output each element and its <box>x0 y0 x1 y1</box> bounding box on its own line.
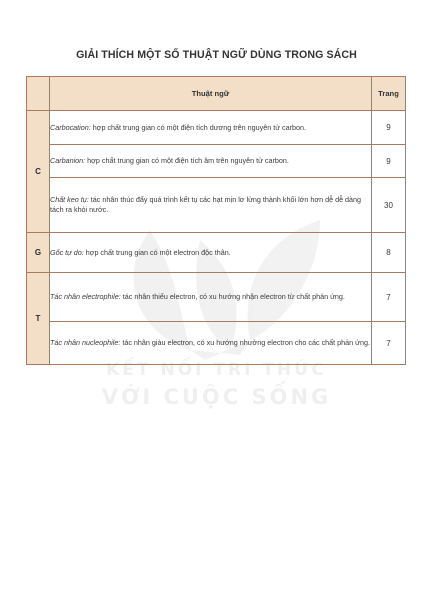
term-cell <box>50 233 372 273</box>
term-definition: hợp chất trung gian có một điện tích âm trên nguyên tử carbon. <box>85 156 289 165</box>
term-definition: tác nhân thiếu electron, có xu hướng nhận electron từ chất phản ứng. <box>120 292 345 301</box>
page-number: 7 <box>372 273 406 322</box>
table-row <box>27 111 406 145</box>
term-definition: hợp chất trung gian có một điện tích dương trên nguyên tử carbon. <box>90 122 307 132</box>
watermark-text-line1: KẾT NỐI TRI THỨC <box>106 360 327 380</box>
term-name: Tác nhân nucleophile: <box>50 338 121 347</box>
term-name: Carbanion: <box>50 156 86 165</box>
term-cell <box>50 178 372 233</box>
page-number: 9 <box>372 111 406 145</box>
header-letter-cell <box>27 77 50 111</box>
term-name: Chất keo tụ: <box>50 195 89 204</box>
page-title: GIẢI THÍCH MỘT SỐ THUẬT NGỮ DÙNG TRONG SÁCH <box>76 49 357 61</box>
term-cell <box>50 322 372 365</box>
table-row <box>27 233 406 273</box>
table-row <box>27 145 406 178</box>
term-name: Carbocation: <box>50 122 91 132</box>
group-letter: T <box>27 273 50 365</box>
term-definition: tác nhân giàu electron, có xu hướng nhường electron cho các chất phản ứng. <box>120 338 370 347</box>
header-term: Thuật ngữ <box>50 77 372 111</box>
table-row <box>27 273 406 322</box>
group-letter: G <box>27 233 50 273</box>
page-number: 9 <box>372 145 406 178</box>
term-definition: tác nhân thúc đẩy quá trình kết tụ các hạt mịn lơ lửng thành khối lớn hơn dễ dễ dàng tách ra khỏi nước. <box>50 195 362 214</box>
group-letter: C <box>27 111 50 233</box>
page-number: 30 <box>372 178 406 233</box>
term-cell <box>50 273 372 322</box>
term-cell <box>50 111 372 145</box>
table-row <box>27 322 406 365</box>
watermark-text-line2: VỚI CUỘC SỐNG <box>101 385 332 409</box>
term-name: Gốc tự do: <box>50 247 84 257</box>
term-name: Tác nhân electrophile: <box>50 292 121 301</box>
glossary-table <box>26 76 406 365</box>
page-number: 8 <box>372 233 406 273</box>
table-header-row <box>27 77 406 111</box>
table-row <box>27 178 406 233</box>
term-cell <box>50 145 372 178</box>
header-page: Trang <box>372 77 406 111</box>
page-number: 7 <box>372 322 406 365</box>
term-definition: hợp chất trung gian có một electron độc thân. <box>83 247 231 257</box>
